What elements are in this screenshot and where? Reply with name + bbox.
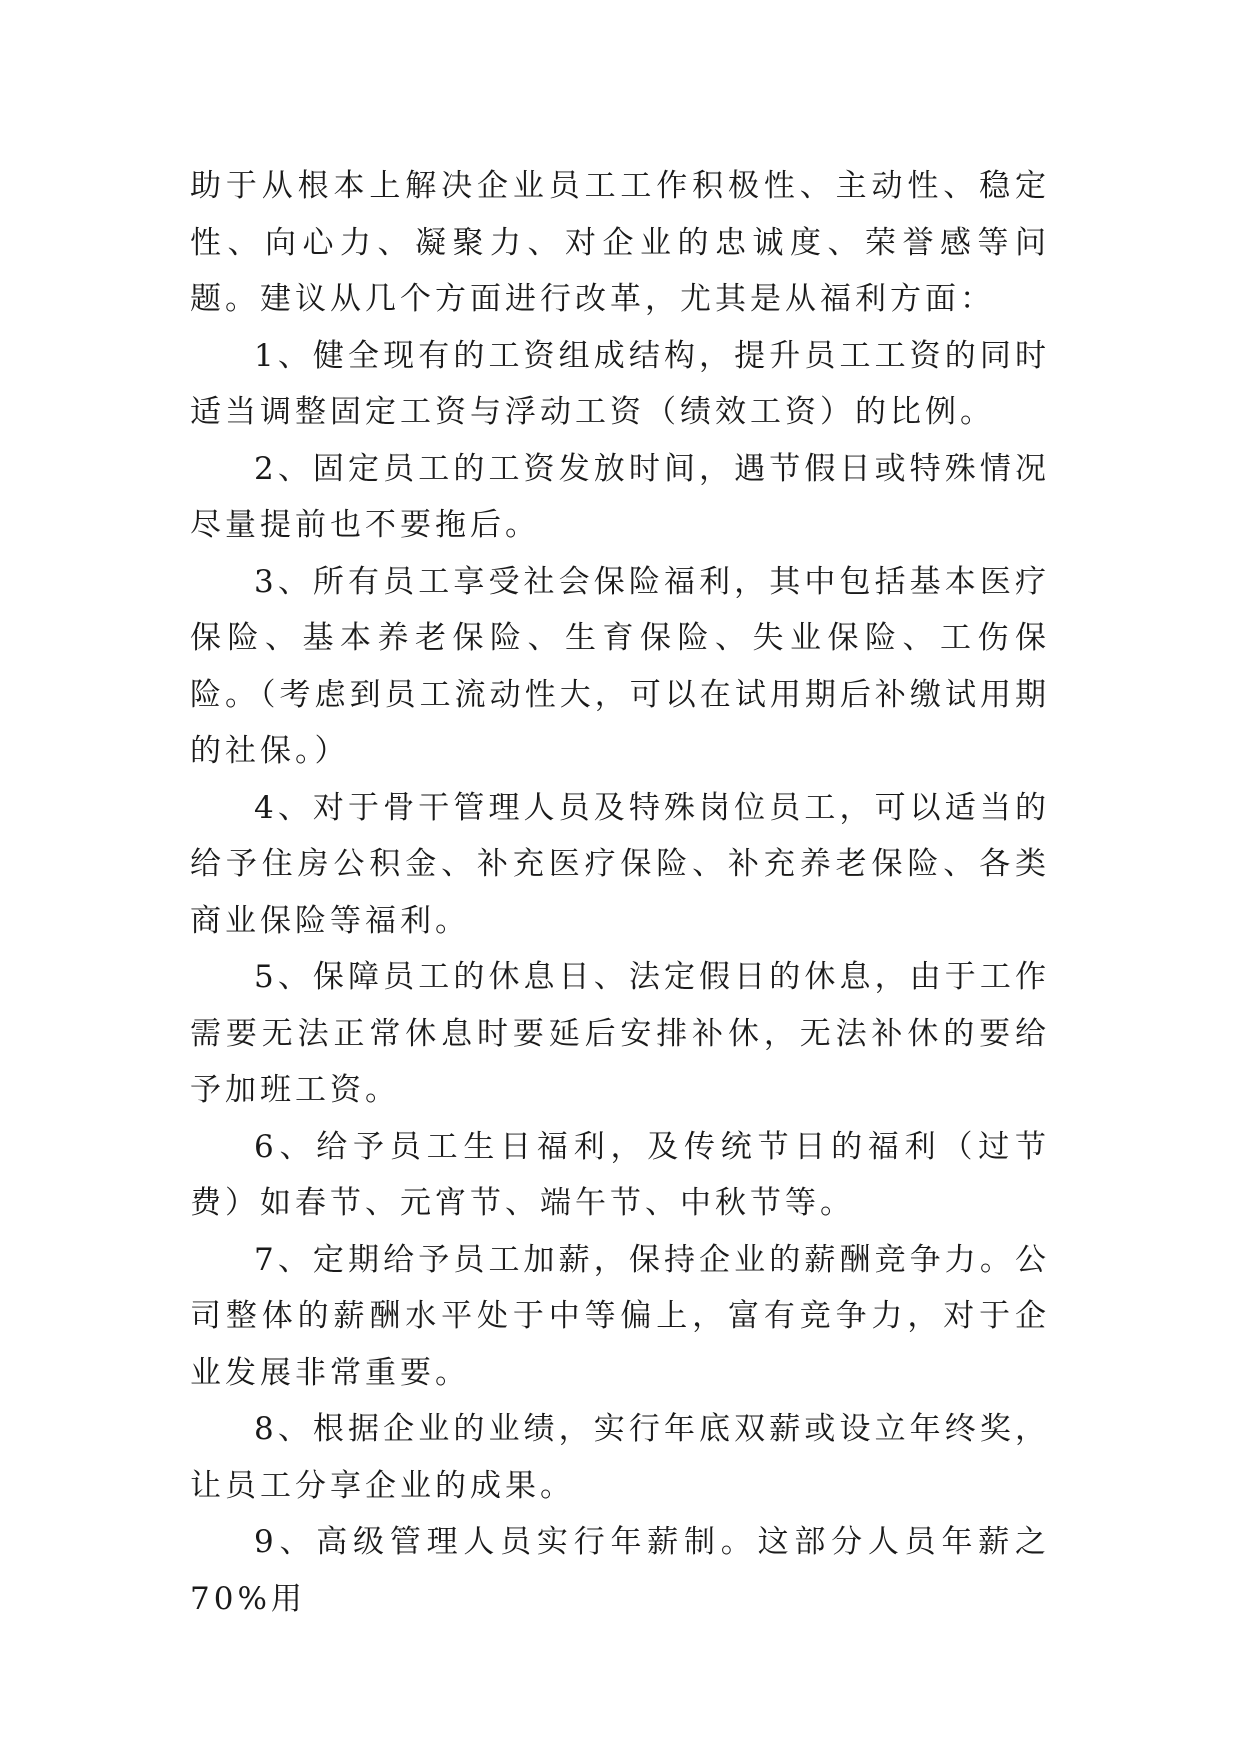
paragraph-item-2: 2、固定员工的工资发放时间，遇节假日或特殊情况尽量提前也不要拖后。 [190, 450, 1050, 543]
document-body [190, 158, 1050, 1627]
paragraph-item-7: 7、定期给予员工加薪，保持企业的薪酬竞争力。公司整体的薪酬水平处于中等偏上，富有竞争力，对于企业发展非常重要。 [190, 1241, 1050, 1391]
paragraph-item-1: 1、健全现有的工资组成结构，提升员工工资的同时适当调整固定工资与浮动工资（绩效工资）的比例。 [190, 337, 1050, 430]
paragraph-item-9: 9、高级管理人员实行年薪制。这部分人员年薪之 70%用 [190, 1524, 1050, 1617]
paragraph-item-5: 5、保障员工的休息日、法定假日的休息，由于工作需要无法正常休息时要延后安排补休，无法补休的要给予加班工资。 [190, 959, 1050, 1108]
paragraph-item-3: 3、所有员工享受社会保险福利，其中包括基本医疗保险、基本养老保险、生育保险、失业保险、工伤保险。（考虑到员工流动性大，可以在试用期后补缴试用期的社保。） [190, 563, 1050, 769]
paragraph-item-8: 8、根据企业的业绩，实行年底双薪或设立年终奖，让员工分享企业的成果。 [190, 1411, 1050, 1504]
paragraph-intro: 助于从根本上解决企业员工工作积极性、主动性、稳定性、向心力、凝聚力、对企业的忠诚度、荣誉感等问题。建议从几个方面进行改革，尤其是从福利方面： [190, 168, 1050, 317]
paragraph-item-4: 4、对于骨干管理人员及特殊岗位员工，可以适当的给予住房公积金、补充医疗保险、补充养老保险、各类商业保险等福利。 [190, 789, 1050, 939]
paragraph-item-6: 6、给予员工生日福利，及传统节日的福利（过节费）如春节、元宵节、端午节、中秋节等。 [190, 1128, 1050, 1221]
